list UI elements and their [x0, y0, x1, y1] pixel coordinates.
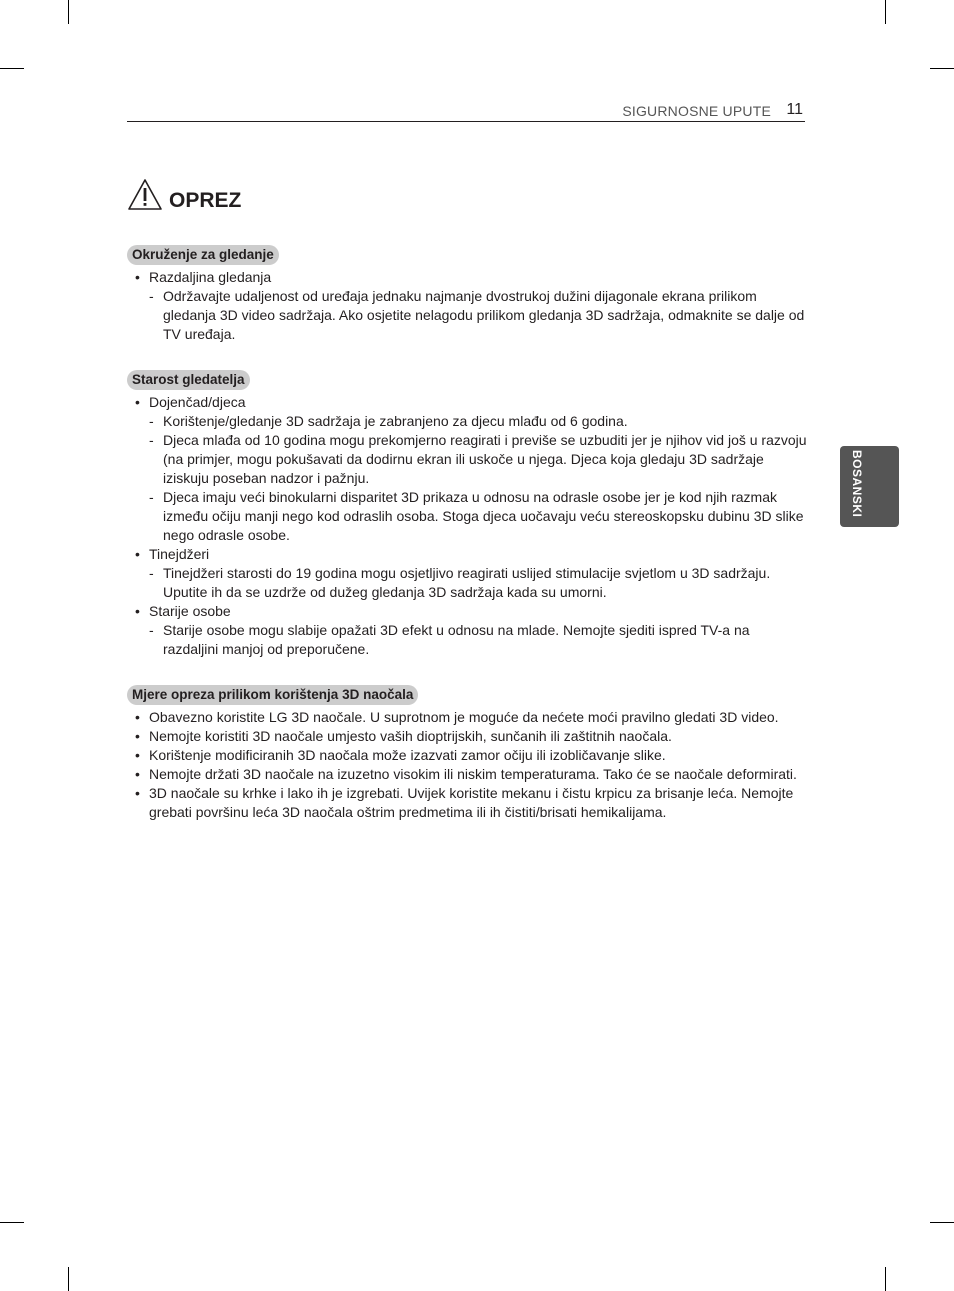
- section-heading: Starost gledatelja: [127, 370, 250, 390]
- crop-mark: [885, 0, 886, 24]
- crop-mark: [0, 68, 24, 69]
- section-viewer-age: [127, 370, 807, 659]
- page-title: OPREZ: [169, 189, 242, 212]
- list-item: • Nemojte držati 3D naočale na izuzetno visokim ili niskim temperaturama. Tako će se naočale deformirati.: [127, 765, 807, 784]
- list-item: [127, 393, 807, 545]
- sub-list: [149, 412, 807, 545]
- bullet-list: [127, 393, 807, 659]
- item-text: Tinejdžeri: [149, 546, 210, 562]
- sub-list: [149, 564, 807, 602]
- crop-mark: [68, 1267, 69, 1291]
- list-item: [127, 545, 807, 602]
- list-item: • Nemojte koristiti 3D naočale umjesto vaših dioptrijskih, sunčanih ili zaštitnih naočala.: [127, 727, 807, 746]
- bullet-list: [127, 268, 807, 344]
- page-header: [127, 100, 805, 122]
- page-number: 11: [786, 101, 803, 118]
- sub-list: [149, 621, 807, 659]
- sub-item: - Djeca mlađa od 10 godina mogu prekomjerno reagirati i previše se uzbuditi jer je njihov vid još u razvoju (na primjer, mogu pokušavati da dodirnu ekran ili uskoče u njega. Djeca koja gledaju 3D sadržaje iziskuju poseban nadzor i pažnju.: [149, 431, 807, 488]
- crop-mark: [885, 1267, 886, 1291]
- sub-item: - Starije osobe mogu slabije opažati 3D efekt u odnosu na mlade. Nemojte sjediti ispred TV-a na razdaljini manjoj od preporučene.: [149, 621, 807, 659]
- section-3d-glasses-precautions: [127, 685, 807, 822]
- sub-item: - Održavajte udaljenost od uređaja jednaku najmanje dvostrukoj dužini dijagonale ekrana prilikom gledanja 3D video sadržaja. Ako osjetite nelagodu prilikom gledanja 3D sadržaja, odmaknite se dalje od TV uređaja.: [149, 287, 807, 344]
- sub-item: - Tinejdžeri starosti do 19 godina mogu osjetljivo reagirati uslijed stimulacije svjetlom u 3D sadržaju. Uputite ih da se uzdrže od dužeg gledanja 3D sadržaja kada su umorni.: [149, 564, 807, 602]
- section-heading: Okruženje za gledanje: [127, 245, 279, 265]
- list-item: [127, 268, 807, 344]
- list-item: • 3D naočale su krhke i lako ih je izgrebati. Uvijek koristite mekanu i čistu krpicu za brisanje leća. Nemojte grebati površinu leća 3D naočala oštrim predmetima ili ih čistiti/brisati hemikalijama.: [127, 784, 807, 822]
- sub-item: - Djeca imaju veći binokularni disparitet 3D prikaza u odnosu na odrasle osobe jer je kod njih razmak između očiju manji nego kod odraslih osoba. Stoga djeca uočavaju veću stereoskopsku dubinu 3D slike nego odrasle osobe.: [149, 488, 807, 545]
- caution-title: [127, 172, 241, 212]
- sub-item: - Korištenje/gledanje 3D sadržaja je zabranjeno za djecu mlađu od 6 godina.: [149, 412, 807, 431]
- list-item: • Obavezno koristite LG 3D naočale. U suprotnom je moguće da nećete moći pravilno gledati 3D video.: [127, 708, 807, 727]
- warning-triangle-icon: [127, 178, 163, 212]
- item-text: Dojenčad/djeca: [149, 394, 246, 410]
- crop-mark: [0, 1222, 24, 1223]
- content: [127, 245, 807, 848]
- language-tab: [840, 446, 899, 527]
- item-text: Razdaljina gledanja: [149, 269, 272, 285]
- section-heading: Mjere opreza prilikom korištenja 3D naočala: [127, 685, 418, 705]
- section-viewing-environment: [127, 245, 807, 344]
- crop-mark: [930, 1222, 954, 1223]
- list-item: • Korištenje modificiranih 3D naočala može izazvati zamor očiju ili izobličavanje slike.: [127, 746, 807, 765]
- list-item: [127, 602, 807, 659]
- crop-mark: [68, 0, 69, 24]
- bullet-list: [127, 708, 807, 822]
- header-section-title: SIGURNOSNE UPUTE: [622, 103, 771, 119]
- item-text: Starije osobe: [149, 603, 231, 619]
- language-tab-label: BOSANSKI: [850, 450, 864, 518]
- crop-mark: [930, 68, 954, 69]
- sub-list: [149, 287, 807, 344]
